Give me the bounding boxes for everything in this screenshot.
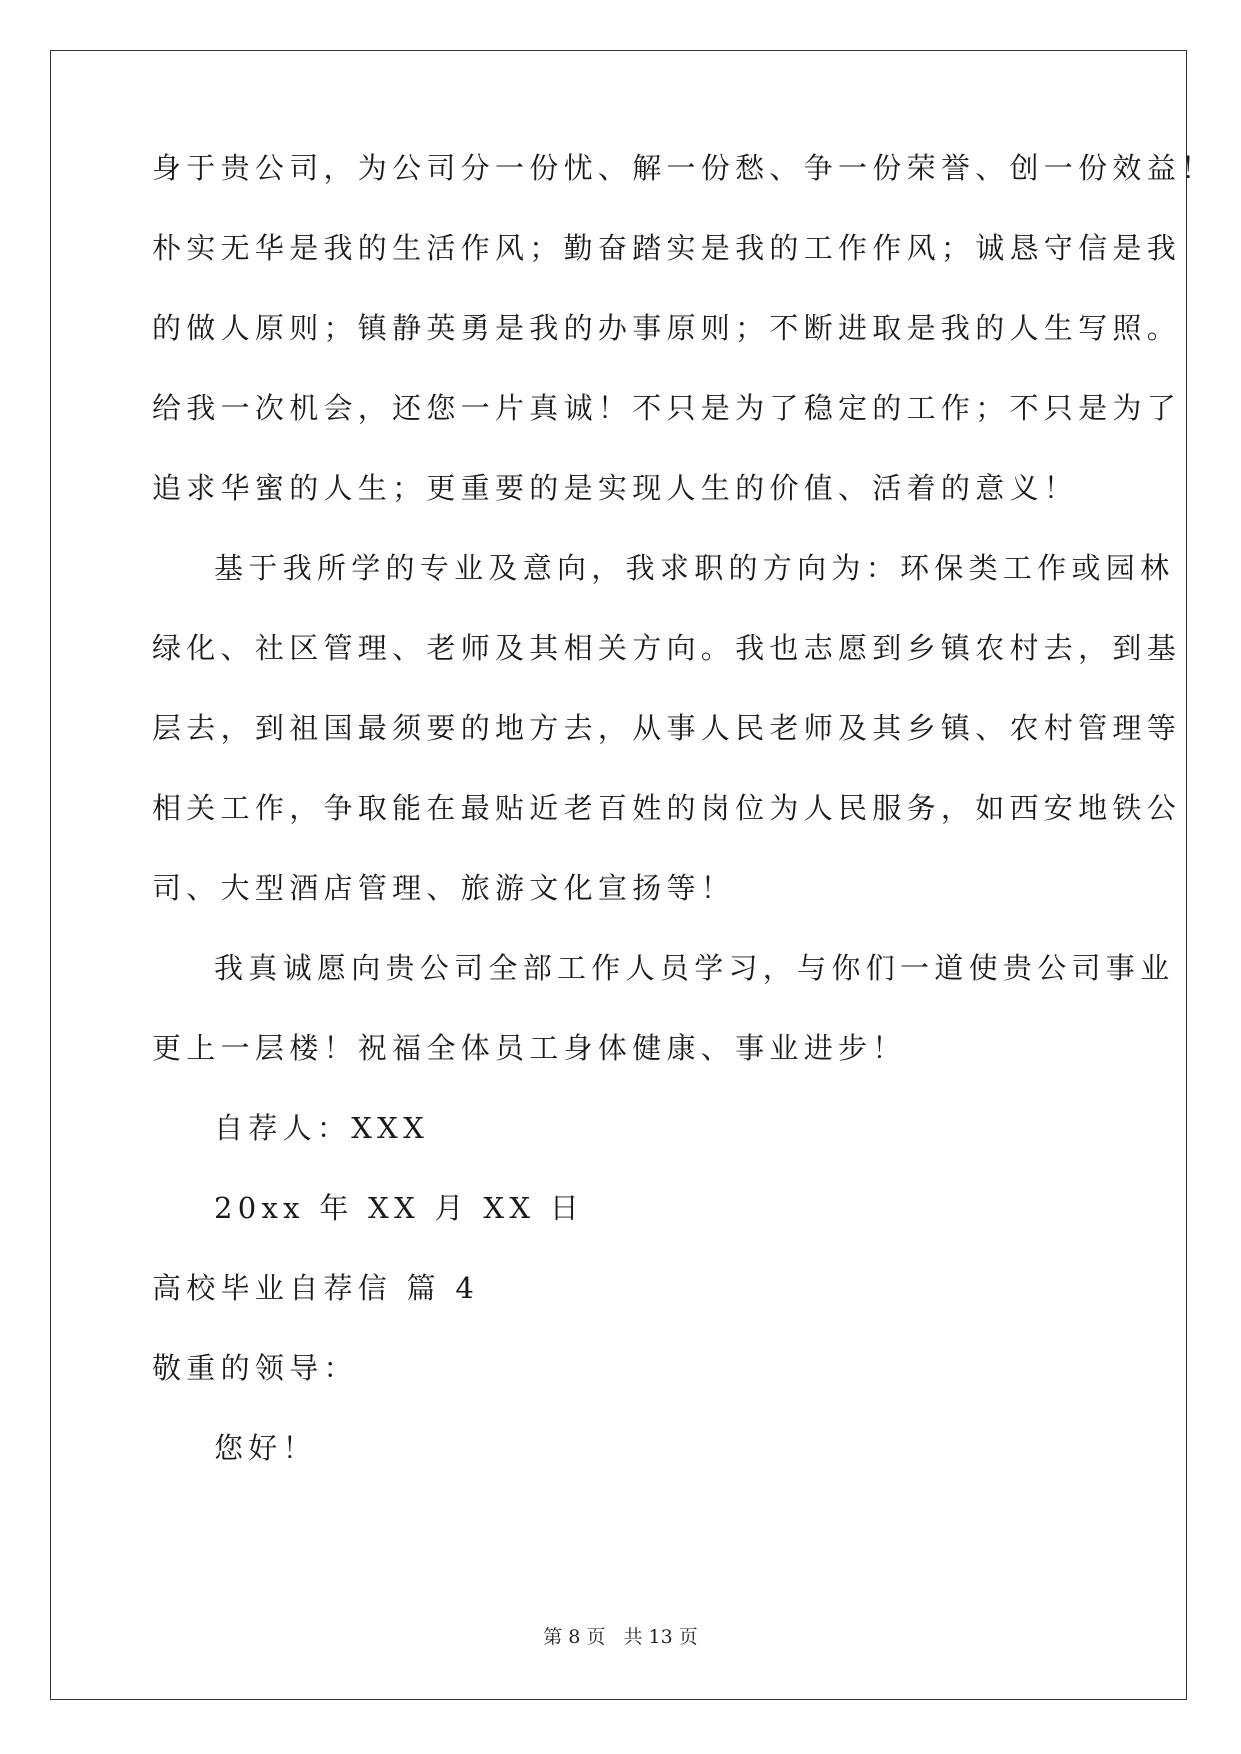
paragraph-start-line: 基于我所学的专业及意向，我求职的方向为：环保类工作或园林 [214, 551, 1175, 585]
page-number-total: 共 13 页 [623, 1626, 698, 1648]
signature-line: 自荐人：XXX [214, 1111, 430, 1145]
text-line: 朴实无华是我的生活作风；勤奋踏实是我的工作作风；诚恳守信是我 [152, 231, 1182, 265]
text-line: 更上一层楼！祝福全体员工身体健康、事业进步！ [152, 1031, 907, 1065]
salutation-line: 敬重的领导： [152, 1351, 358, 1385]
page-footer [0, 1622, 1241, 1649]
page-number-current: 第 8 页 [543, 1626, 606, 1648]
text-line: 绿化、社区管理、老师及其相关方向。我也志愿到乡镇农村去，到基 [152, 631, 1182, 665]
text-line: 追求华蜜的人生；更重要的是实现人生的价值、活着的意义！ [152, 471, 1079, 505]
section-heading: 高校毕业自荐信 篇 4 [152, 1271, 480, 1305]
text-line: 层去，到祖国最须要的地方去，从事人民老师及其乡镇、农村管理等 [152, 711, 1182, 745]
date-line: 20xx 年 XX 月 XX 日 [214, 1191, 585, 1225]
text-line: 司、大型酒店管理、旅游文化宣扬等！ [152, 871, 736, 905]
paragraph-start-line: 我真诚愿向贵公司全部工作人员学习，与你们一道使贵公司事业 [214, 951, 1175, 985]
text-line: 相关工作，争取能在最贴近老百姓的岗位为人民服务，如西安地铁公 [152, 791, 1182, 825]
text-line: 的做人原则；镇静英勇是我的办事原则；不断进取是我的人生写照。 [152, 311, 1182, 345]
text-line: 身于贵公司，为公司分一份忧、解一份愁、争一份荣誉、创一份效益！ [152, 151, 1216, 185]
greeting-line: 您好！ [214, 1431, 317, 1465]
text-line: 给我一次机会，还您一片真诚！不只是为了稳定的工作；不只是为了 [152, 391, 1182, 425]
